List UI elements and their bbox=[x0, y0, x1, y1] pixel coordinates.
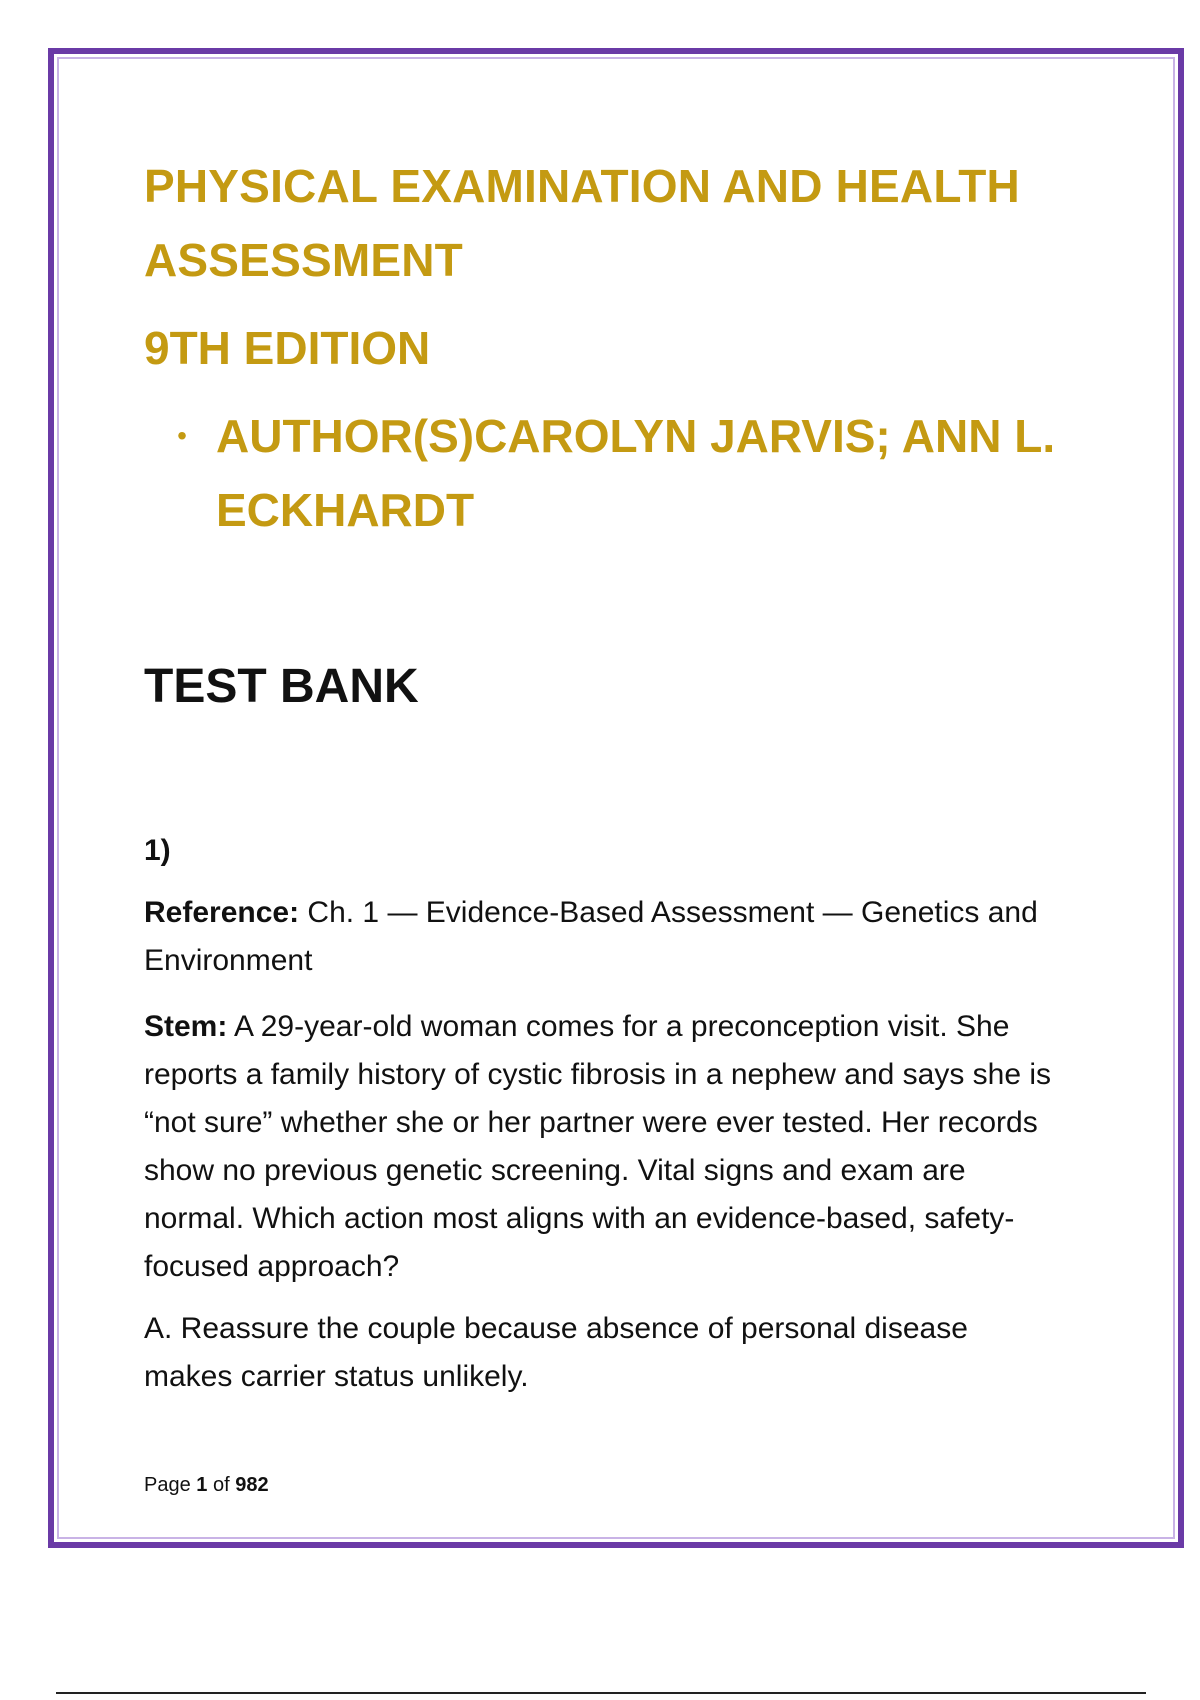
document-title-line-1: PHYSICAL EXAMINATION AND HEALTH bbox=[144, 160, 1020, 212]
bottom-divider bbox=[56, 1692, 1146, 1694]
question-number: 1) bbox=[144, 834, 171, 867]
document-author: AUTHOR(S)CAROLYN JARVIS; ANN L. ECKHARDT bbox=[216, 410, 1056, 536]
reference-label: Reference: bbox=[144, 896, 300, 929]
question-stem bbox=[144, 1003, 1064, 1291]
question-reference bbox=[144, 889, 1064, 985]
footer-of-word: of bbox=[212, 1474, 230, 1496]
stem-label: Stem: bbox=[144, 1010, 228, 1043]
document-title-line-2: ASSESSMENT bbox=[144, 234, 463, 286]
document-edition: 9TH EDITION bbox=[144, 322, 431, 374]
author-list-item bbox=[144, 399, 1104, 547]
stem-text: A 29-year-old woman comes for a preconception visit. She reports a family history of cystic fibrosis in a nephew and says she is “not sure” whether she or her partner were ever tested. Her records show no previous genetic screening. Vital signs and exam are normal. Which action most aligns with an evidence-based, safety-focused approach? bbox=[144, 1010, 1052, 1283]
section-title: TEST BANK bbox=[144, 660, 419, 713]
page-footer bbox=[144, 1474, 269, 1497]
reference-text: Ch. 1 — Evidence-Based Assessment — Genetics and Environment bbox=[144, 896, 1038, 977]
footer-current-page: 1 bbox=[196, 1474, 208, 1496]
bullet-icon: • bbox=[177, 420, 187, 451]
footer-total-pages: 982 bbox=[235, 1474, 269, 1496]
footer-page-word: Page bbox=[144, 1474, 191, 1496]
answer-option-a: A. Reassure the couple because absence of personal disease makes carrier status unlikely. bbox=[144, 1312, 968, 1393]
page-content bbox=[144, 149, 1104, 1401]
page-frame bbox=[48, 48, 1184, 1548]
